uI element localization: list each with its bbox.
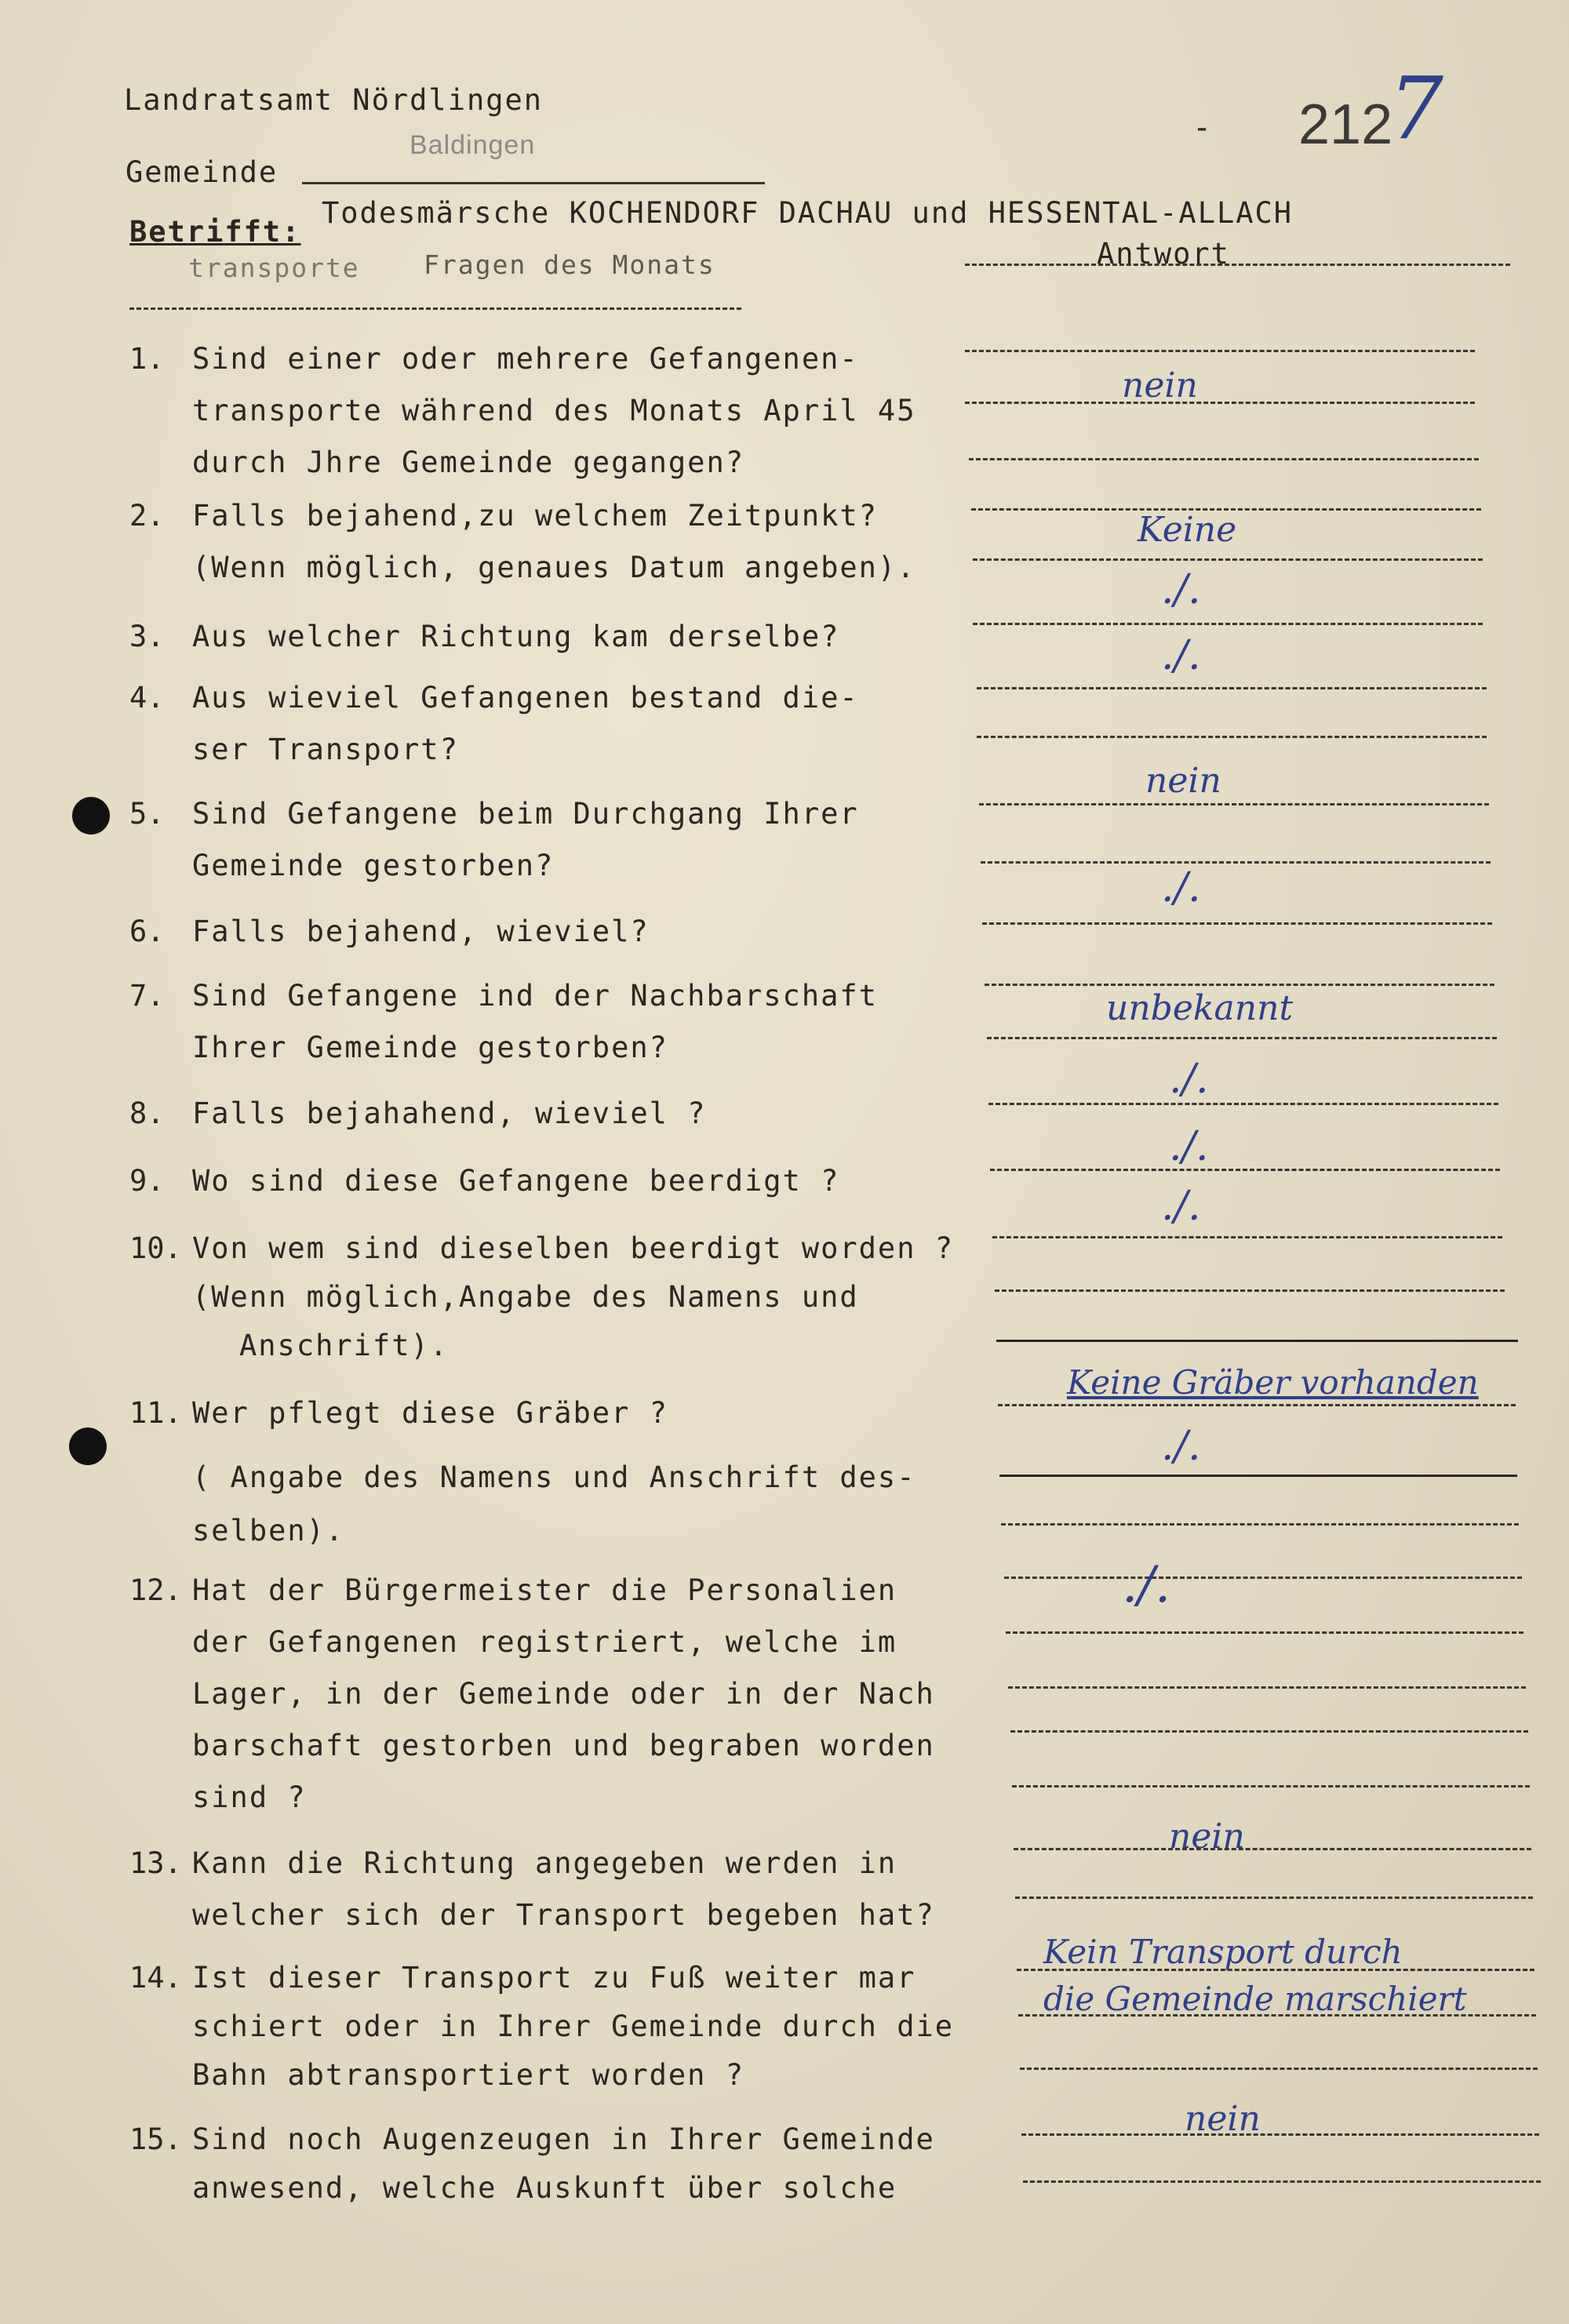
answer-line [973,558,1483,561]
answer-line [1020,2068,1538,2070]
question-text: welcher sich der Transport begeben hat? [192,1898,935,1932]
question-text: anwesend, welche Auskunft über solche [192,2171,897,2205]
question-text: transporte während des Monats April 45 [192,394,916,427]
answer-line [999,1475,1517,1477]
answer-8: ./. [1169,1056,1209,1103]
question-text: der Gefangenen registriert, welche im [192,1625,897,1659]
subject-label-text: Betrifft: [129,215,301,249]
archive-number-handwritten: 7 [1389,58,1443,158]
question-number: 12. [129,1573,182,1607]
question-number: 13. [129,1846,182,1880]
question-text: Gemeinde gestorben? [192,849,555,882]
subject-label [129,215,300,249]
question-text: selben). [192,1514,345,1548]
question-number: 3. [129,620,165,653]
answer-12: ./. [1122,1556,1171,1614]
answer-14-cont: die Gemeinde marschiert [1043,1980,1467,2018]
question-text: Sind Gefangene ind der Nachbarschaft [192,979,878,1013]
answer-11-sub: ./. [1161,1423,1201,1470]
municipality-label: Gemeinde [126,155,278,189]
question-text: Sind einer oder mehrere Gefangenen- [192,342,859,376]
question-number: 11. [129,1396,182,1430]
archive-dash: - [1192,110,1214,146]
answer-line [979,803,1489,806]
header-underline-left [129,307,741,310]
question-text: Sind noch Augenzeugen in Ihrer Gemeinde [192,2122,935,2156]
answer-line [1008,1686,1526,1689]
question-number: 7. [129,979,165,1013]
answer-line [995,1289,1505,1292]
question-text: Ihrer Gemeinde gestorben? [192,1031,668,1064]
question-number: 6. [129,915,165,948]
question-number: 4. [129,681,165,715]
overprint-left: transporte [188,253,360,283]
question-text: Kann die Richtung angegeben werden in [192,1846,897,1880]
question-text: Ist dieser Transport zu Fuß weiter mar [192,1961,916,1995]
answer-column-header: Antwort [1097,237,1230,271]
answer-line [985,984,1494,986]
answer-line [969,458,1479,460]
answer-10: ./. [1161,1183,1201,1230]
question-text: Von wem sind dieselben beerdigt worden ? [192,1231,955,1265]
punch-hole-top [72,797,110,835]
office-name: Landratsamt Nördlingen [124,83,544,117]
answer-line [1015,1897,1533,1899]
answer-3: ./. [1161,566,1201,613]
question-text: durch Jhre Gemeinde gegangen? [192,446,745,479]
question-text: sind ? [192,1780,307,1814]
answer-13: nein [1169,1817,1245,1857]
subject-text: Todesmärsche KOCHENDORF DACHAU und HESSENTAL-ALLACH [322,196,1294,230]
question-number: 2. [129,499,165,533]
question-text: Wer pflegt diese Gräber ? [192,1396,668,1430]
question-number: 5. [129,797,165,831]
question-text: Hat der Bürgermeister die Personalien [192,1573,897,1607]
question-text: ser Transport? [192,733,459,766]
answer-11: Keine Gräber vorhanden [1067,1363,1479,1402]
answer-line [1004,1577,1522,1579]
question-text: Wo sind diese Gefangene beerdigt ? [192,1164,840,1198]
answer-7: unbekannt [1106,988,1294,1028]
question-text: Sind Gefangene beim Durchgang Ihrer [192,797,859,831]
question-text: (Wenn möglich,Angabe des Namens und [192,1280,859,1314]
answer-line [998,1404,1516,1406]
answer-line [1023,2180,1541,2183]
answer-line [996,1340,1518,1342]
question-text: (Wenn möglich, genaues Datum angeben). [192,551,916,584]
question-text: Lager, in der Gemeinde oder in der Nach [192,1677,935,1711]
question-text: Falls bejahend, wieviel? [192,915,650,948]
answer-line [1012,1785,1530,1788]
question-text: schiert oder in Ihrer Gemeinde durch die [192,2009,955,2043]
municipality-underline [302,182,765,184]
municipality-stamp: Baldingen [410,130,536,160]
answer-line [965,402,1475,404]
answer-line [1006,1631,1523,1634]
answer-6: ./. [1161,864,1201,911]
answer-line [987,1037,1497,1039]
answer-line [1001,1523,1519,1526]
answer-line [1021,2133,1539,2136]
answer-line [988,1103,1498,1105]
question-number: 8. [129,1097,165,1130]
answer-15: nein [1185,2099,1261,2139]
overprint-right: Fragen des Monats [424,249,715,280]
question-text: barschaft gestorben und begraben worden [192,1729,935,1762]
punch-hole-bottom [69,1427,107,1465]
question-number: 1. [129,342,165,376]
question-text: Aus welcher Richtung kam derselbe? [192,620,840,653]
answer-line [992,1236,1502,1238]
archive-number: 212 [1298,93,1393,156]
answer-line [977,687,1487,689]
answer-line [977,736,1487,738]
question-number: 10. [129,1231,182,1265]
question-text: Aus wieviel Gefangenen bestand die- [192,681,859,715]
question-number: 14. [129,1961,182,1995]
answer-line [973,623,1483,625]
answer-line [1010,1730,1528,1733]
answer-line [981,861,1491,864]
answer-5: nein [1145,761,1221,801]
question-text: Anschrift). [239,1329,450,1362]
answer-14: Kein Transport durch [1043,1933,1403,1971]
answer-4: ./. [1161,632,1201,679]
answer-2: Keine [1138,510,1237,550]
answer-line [982,922,1492,925]
question-text: ( Angabe des Namens und Anschrift des- [192,1460,916,1494]
answer-9: ./. [1169,1123,1209,1170]
answer-line [990,1169,1500,1171]
question-text: Falls bejahend,zu welchem Zeitpunkt? [192,499,878,533]
question-number: 15. [129,2122,182,2156]
header-underline-right [965,264,1510,266]
question-text: Bahn abtransportiert worden ? [192,2058,745,2092]
answer-line [965,350,1475,352]
answer-1: nein [1122,366,1198,406]
question-number: 9. [129,1164,165,1198]
question-text: Falls bejahahend, wieviel ? [192,1097,707,1130]
answer-line [1014,1848,1531,1850]
